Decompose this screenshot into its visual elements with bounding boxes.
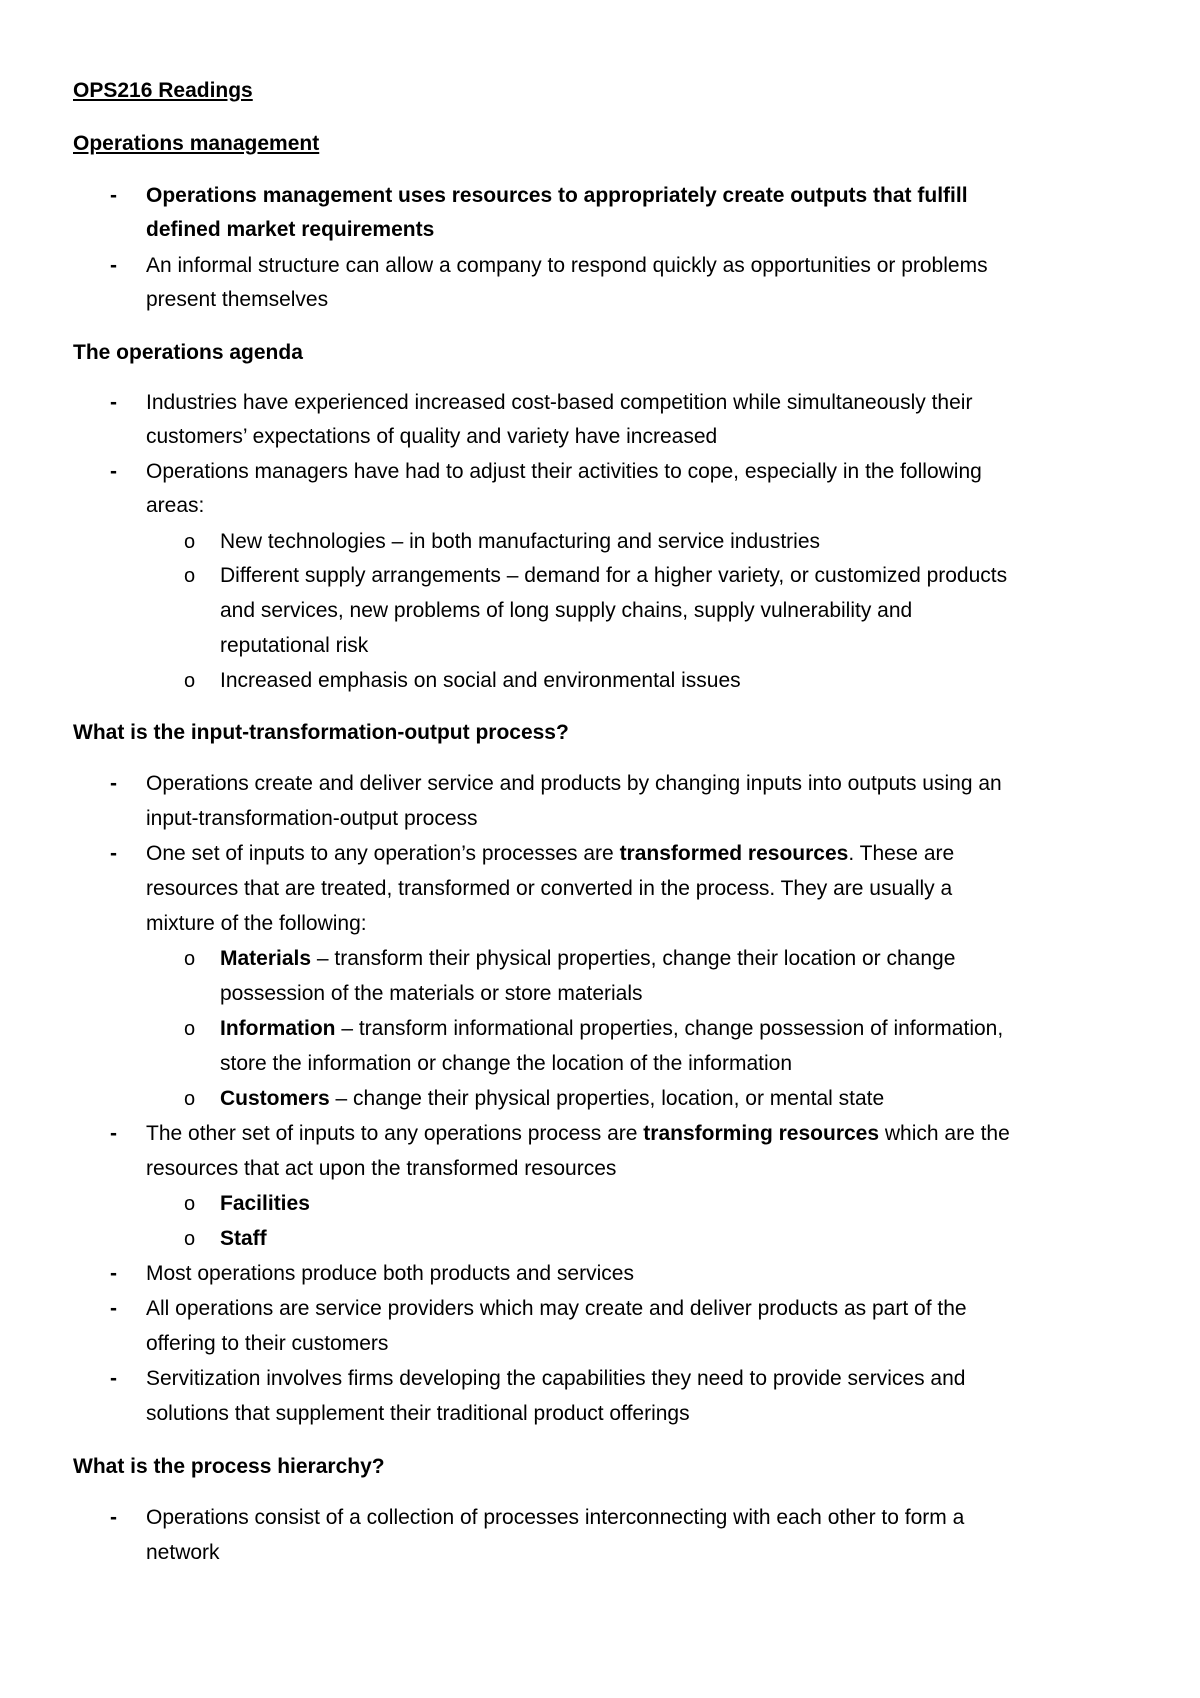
bullet-text: network <box>146 1541 220 1564</box>
bullet-text <box>146 1121 1010 1147</box>
text-run: – transform informational properties, change possession of information, <box>335 1017 1004 1040</box>
dash-bullet: - <box>110 1506 117 1529</box>
circle-bullet: o <box>184 565 196 587</box>
dash-bullet: - <box>110 254 117 277</box>
bold-term: transformed resources <box>619 842 849 865</box>
bullet-text: Operations management uses resources to appropriately create outputs that fulfill <box>146 184 968 207</box>
text-run: The other set of inputs to any operations process are <box>146 1122 644 1145</box>
sub-bullet-text: Different supply arrangements – demand for a higher variety, or customized products <box>220 564 1008 587</box>
bullet-text: mixture of the following: <box>146 912 367 935</box>
bullet-text: present themselves <box>146 288 329 311</box>
sub-bullet-text: New technologies – in both manufacturing and service industries <box>220 530 821 553</box>
sub-bullet-text <box>220 946 955 972</box>
sub-bullet-text: store the information or change the location of the information <box>220 1052 793 1075</box>
bullet-text: defined market requirements <box>146 218 435 241</box>
bullet-text: areas: <box>146 494 205 517</box>
bold-term: transforming resources <box>643 1122 880 1145</box>
bullet-text <box>146 841 954 867</box>
bullet-text: offering to their customers <box>146 1332 389 1355</box>
sub-bullet-text: possession of the materials or store materials <box>220 982 643 1005</box>
circle-bullet: o <box>184 670 196 692</box>
sub-bullet-text: reputational risk <box>220 634 369 657</box>
bullet-text: resources that act upon the transformed resources <box>146 1157 617 1180</box>
circle-bullet: o <box>184 948 196 970</box>
bullet-text: input-transformation-output process <box>146 807 478 830</box>
section-heading: The operations agenda <box>73 341 303 364</box>
dash-bullet: - <box>110 1122 117 1145</box>
dash-bullet: - <box>110 772 117 795</box>
circle-bullet: o <box>184 1018 196 1040</box>
bullet-text: Industries have experienced increased cost-based competition while simultaneously their <box>146 391 973 414</box>
dash-bullet: - <box>110 184 117 207</box>
dash-bullet: - <box>110 460 117 483</box>
sub-bullet-text: Facilities <box>220 1192 310 1215</box>
text-run: – change their physical properties, location, or mental state <box>329 1087 885 1110</box>
document-title: OPS216 Readings <box>73 79 253 102</box>
bullet-text: Operations consist of a collection of processes interconnecting with each other to form a <box>146 1506 965 1529</box>
text-run: – transform their physical properties, change their location or change <box>311 947 956 970</box>
dash-bullet: - <box>110 1262 117 1285</box>
text-run: which are the <box>879 1122 1010 1145</box>
bullet-text: Most operations produce both products and services <box>146 1262 634 1285</box>
dash-bullet: - <box>110 391 117 414</box>
bold-term: Materials <box>220 947 312 970</box>
circle-bullet: o <box>184 1088 196 1110</box>
section-heading: Operations management <box>73 132 320 155</box>
dash-bullet: - <box>110 842 117 865</box>
bullet-text: All operations are service providers which may create and deliver products as part of the <box>146 1297 967 1320</box>
circle-bullet: o <box>184 531 196 553</box>
dash-bullet: - <box>110 1367 117 1390</box>
sub-bullet-text: and services, new problems of long supply chains, supply vulnerability and <box>220 599 913 622</box>
bullet-text: An informal structure can allow a company to respond quickly as opportunities or problems <box>146 254 988 277</box>
sub-bullet-text <box>220 1016 1003 1042</box>
bullet-text: solutions that supplement their traditional product offerings <box>146 1402 690 1425</box>
sub-bullet-text <box>220 1086 884 1112</box>
section-heading: What is the process hierarchy? <box>73 1455 385 1478</box>
sub-bullet-text: Increased emphasis on social and environmental issues <box>220 669 741 692</box>
circle-bullet: o <box>184 1193 196 1215</box>
bullet-text: Operations create and deliver service and products by changing inputs into outputs using an <box>146 772 1002 795</box>
section-heading: What is the input-transformation-output process? <box>73 721 569 744</box>
bullet-text: Operations managers have had to adjust their activities to cope, especially in the following <box>146 460 982 483</box>
bullet-text: resources that are treated, transformed or converted in the process. They are usually a <box>146 877 953 900</box>
dash-bullet: - <box>110 1297 117 1320</box>
sub-bullet-text: Staff <box>220 1227 267 1250</box>
text-run: One set of inputs to any operation’s processes are <box>146 842 620 865</box>
bullet-text: customers’ expectations of quality and variety have increased <box>146 425 718 448</box>
bold-term: Customers <box>220 1087 330 1110</box>
bullet-text: Servitization involves firms developing the capabilities they need to provide services and <box>146 1367 966 1390</box>
bold-term: Information <box>220 1017 336 1040</box>
text-run: . These are <box>848 842 955 865</box>
circle-bullet: o <box>184 1228 196 1250</box>
